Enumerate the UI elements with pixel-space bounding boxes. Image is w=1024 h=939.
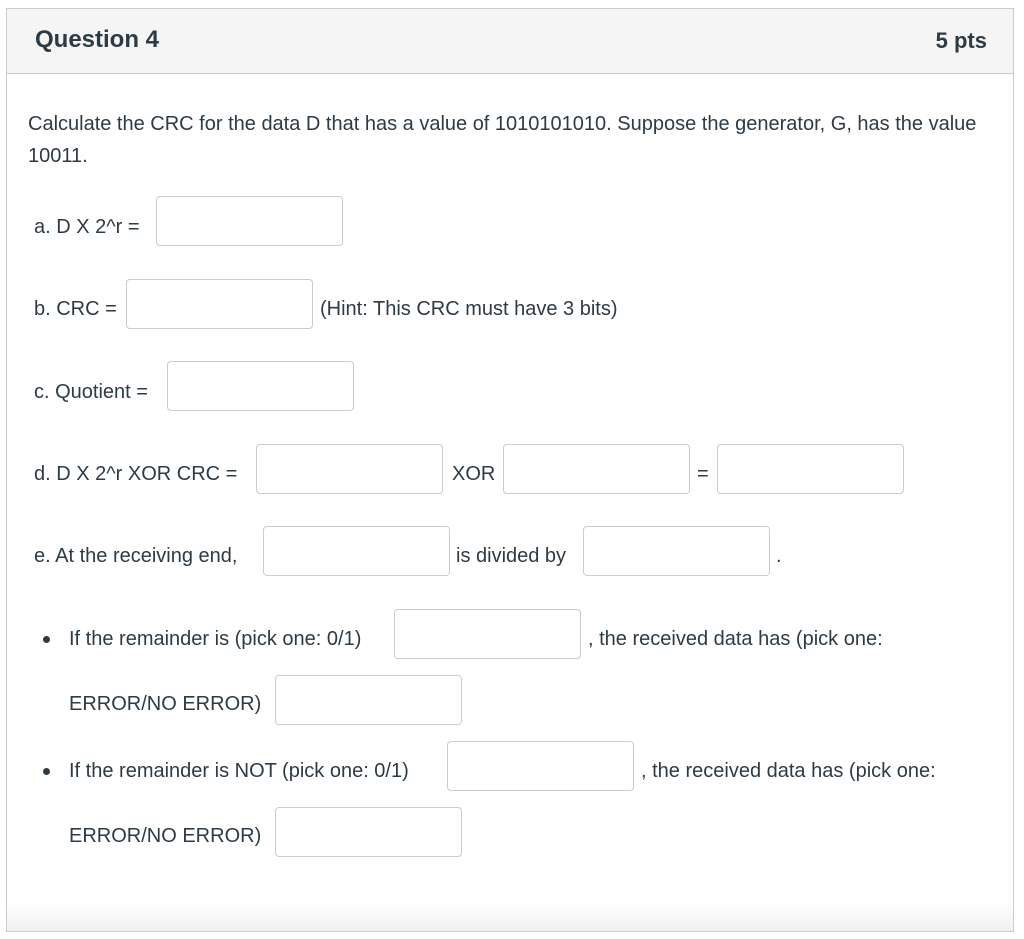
question-title: Question 4: [35, 26, 160, 53]
bullet-2-lead: If the remainder is NOT (pick one: 0/1): [69, 760, 409, 782]
part-d-input-1[interactable]: [256, 444, 443, 494]
part-d-input-3[interactable]: [717, 444, 904, 494]
bullet-2-cont: ERROR/NO ERROR): [69, 825, 262, 847]
bullet-1-tail: , the received data has (pick one:: [588, 628, 883, 650]
question-points: 5 pts: [935, 28, 987, 53]
bullet-1-lead: If the remainder is (pick one: 0/1): [69, 628, 362, 650]
bullet-dot: [43, 636, 50, 643]
part-e-divided-label: is divided by: [456, 545, 567, 567]
bullet-1-remainder-input[interactable]: [394, 609, 581, 659]
part-b-crc-input[interactable]: [126, 279, 313, 329]
part-d-input-2[interactable]: [503, 444, 690, 494]
part-d-xor-label: XOR: [452, 463, 496, 485]
part-a-label: a. D X 2^r =: [34, 216, 140, 238]
part-e-input-2[interactable]: [583, 526, 770, 576]
card-footer: [7, 903, 1013, 931]
bullet-dot: [43, 768, 50, 775]
part-e-input-1[interactable]: [263, 526, 450, 576]
part-b-hint: (Hint: This CRC must have 3 bits): [320, 298, 618, 320]
part-a-input[interactable]: [156, 196, 343, 246]
part-e-period: .: [776, 545, 782, 567]
part-b-label: b. CRC =: [34, 298, 117, 320]
question-prompt: Calculate the CRC for the data D that has a value of 1010101010. Suppose the generator, G, has the value 10011.: [28, 113, 977, 167]
bullet-1-error-input[interactable]: [275, 675, 462, 725]
part-e-label: e. At the receiving end,: [34, 545, 238, 567]
part-c-label: c. Quotient =: [34, 381, 148, 403]
bullet-2-tail: , the received data has (pick one:: [641, 760, 936, 782]
part-c-quotient-input[interactable]: [167, 361, 354, 411]
part-d-label: d. D X 2^r XOR CRC =: [34, 463, 238, 485]
question-header: [7, 9, 1013, 74]
part-d-equals: =: [697, 463, 709, 485]
bullet-2-error-input[interactable]: [275, 807, 462, 857]
bullet-2-remainder-input[interactable]: [447, 741, 634, 791]
bullet-1-cont: ERROR/NO ERROR): [69, 693, 262, 715]
